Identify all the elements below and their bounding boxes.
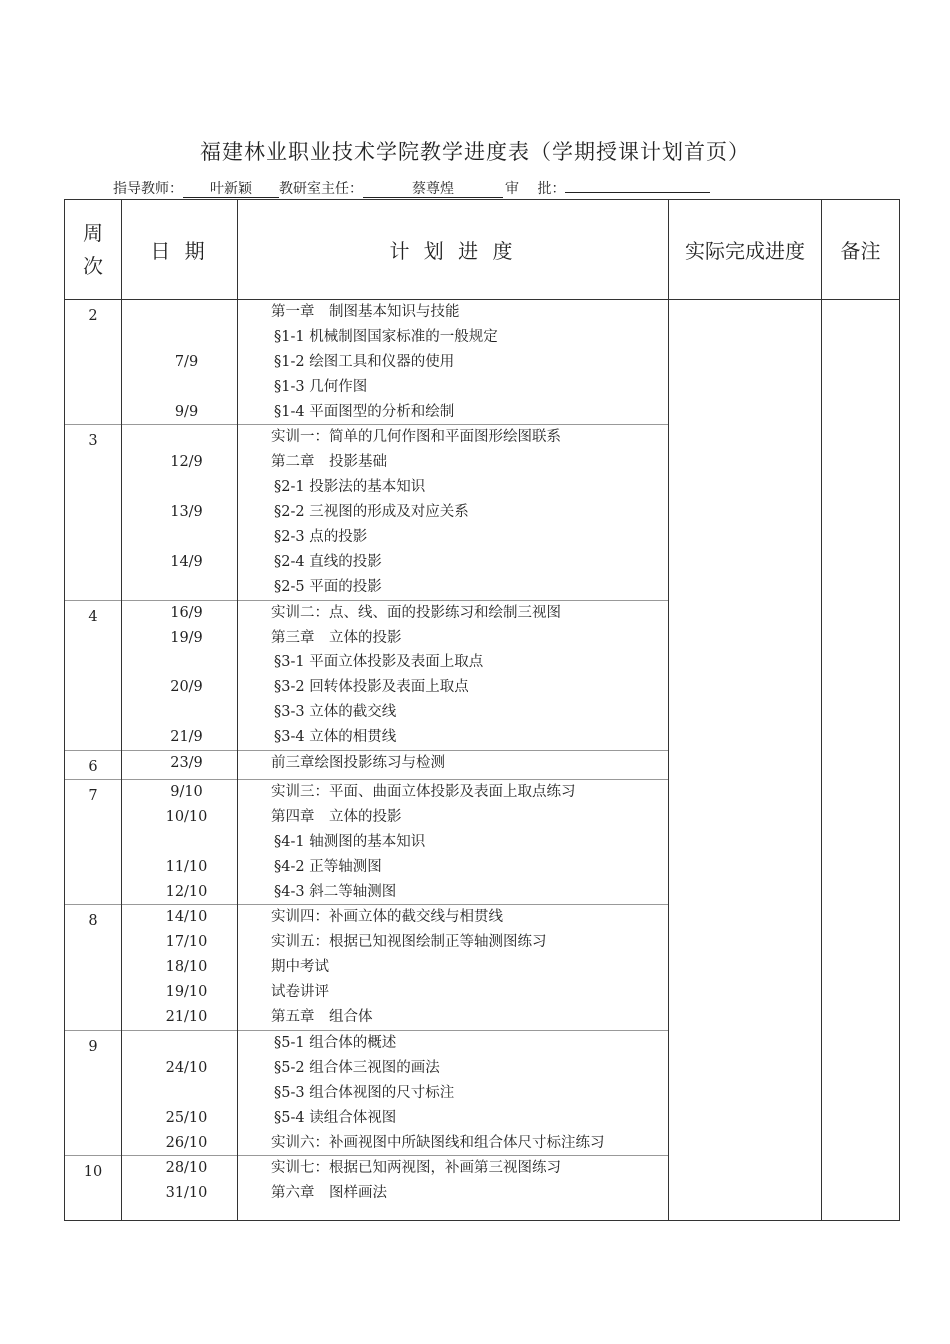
date-entry: 21/9: [170, 729, 203, 746]
plan-entry: 第二章 投影基础: [271, 454, 387, 471]
date-entry: [122, 1031, 237, 1056]
plan-entry: §2-2 三视图的形成及对应关系: [274, 504, 469, 521]
plan-cell: [238, 1030, 669, 1155]
plan-entry: 实训六：补画视图中所缺图线和组合体尺寸标注练习: [271, 1134, 605, 1151]
plan-entry: §2-5 平面的投影: [274, 578, 382, 595]
date-cell: [122, 300, 238, 425]
date-entry: [122, 375, 237, 400]
plan-entry: 实训二：点、线、面的投影练习和绘制三视图: [271, 604, 561, 621]
date-entry: [122, 475, 237, 500]
plan-entry: §1-1 机械制图国家标准的一般规定: [274, 328, 498, 345]
week-number-cell: [65, 425, 122, 600]
header-actual: 实际完成进度: [669, 200, 822, 300]
week-number: 2: [88, 308, 98, 324]
remark-cell: [822, 300, 900, 1221]
page-title: 福建林业职业技术学院教学进度表（学期授课计划首页）: [200, 140, 750, 164]
header-remark: 备注: [822, 200, 900, 300]
week-number-cell: [65, 300, 122, 425]
plan-entry: §5-1 组合体的概述: [274, 1034, 397, 1051]
schedule-table: [64, 199, 900, 1221]
header-row: [65, 200, 900, 300]
date-cell: [122, 905, 238, 1030]
plan-entry: 期中考试: [271, 959, 329, 976]
date-entry: 14/9: [170, 553, 203, 570]
plan-entry: 实训七：根据已知两视图，补画第三视图练习: [271, 1160, 561, 1177]
review-label: 审 批：: [505, 181, 566, 197]
week-number: 7: [88, 788, 98, 805]
week-number-cell: [65, 1156, 122, 1221]
plan-cell: [238, 425, 669, 600]
date-entry: 24/10: [165, 1059, 208, 1076]
week-number: 4: [88, 608, 98, 625]
date-entry: 9/9: [174, 403, 199, 420]
date-entry: 20/9: [170, 679, 203, 696]
plan-entry: §1-3 几何作图: [274, 378, 368, 395]
plan-entry: 第一章 制图基本知识与技能: [271, 304, 460, 320]
date-entry: 26/10: [165, 1134, 208, 1151]
plan-entry: 实训四：补画立体的截交线与相贯线: [271, 909, 503, 926]
week-number-cell: [65, 1030, 122, 1155]
plan-entry: 实训一：简单的几何作图和平面图形绘图联系: [271, 429, 561, 446]
date-cell: [122, 1030, 238, 1155]
week-number-cell: [65, 751, 122, 780]
date-entry: 31/10: [165, 1185, 208, 1202]
plan-entry: 第三章 立体的投影: [271, 629, 402, 646]
date-entry: [122, 700, 237, 725]
plan-entry: §2-3 点的投影: [274, 529, 368, 546]
date-entry: 25/10: [165, 1109, 208, 1126]
plan-entry: §4-3 斜二等轴测图: [274, 883, 397, 900]
date-entry: [122, 325, 237, 350]
plan-entry: 第四章 立体的投影: [271, 808, 402, 825]
week-number: 6: [88, 759, 98, 776]
date-entry: 10/10: [165, 808, 208, 825]
date-entry: 19/9: [170, 629, 203, 646]
plan-entry: 前三章绘图投影练习与检测: [271, 755, 445, 772]
date-entry: 13/9: [170, 504, 203, 521]
date-entry: [122, 525, 237, 550]
week-number: 10: [83, 1164, 103, 1181]
plan-entry: §2-1 投影法的基本知识: [274, 479, 426, 496]
date-entry: 16/9: [170, 604, 203, 621]
date-entry: [122, 1081, 237, 1106]
date-entry: 14/10: [165, 909, 208, 926]
plan-entry: §3-1 平面立体投影及表面上取点: [274, 654, 484, 671]
plan-entry: §3-2 回转体投影及表面上取点: [274, 679, 469, 696]
date-cell: [122, 425, 238, 600]
date-entry: 23/9: [170, 755, 203, 772]
plan-cell: [238, 300, 669, 425]
plan-entry: 第六章 图样画法: [271, 1185, 387, 1202]
actual-progress-cell: [669, 300, 822, 1221]
date-entry: [122, 830, 237, 855]
plan-cell: [238, 751, 669, 780]
plan-entry: 实训五：根据已知视图绘制正等轴测图练习: [271, 934, 547, 951]
date-entry: 11/10: [165, 858, 208, 875]
header-week: 周 次: [65, 200, 122, 300]
week-number-cell: [65, 780, 122, 905]
date-entry: [122, 300, 237, 325]
plan-entry: §2-4 直线的投影: [274, 553, 382, 570]
header-date: 日 期: [122, 200, 238, 300]
plan-entry: §4-1 轴测图的基本知识: [274, 833, 426, 850]
cell-padding: [238, 1206, 668, 1220]
week-number-cell: [65, 600, 122, 750]
date-entry: 21/10: [165, 1009, 208, 1026]
date-entry: [122, 650, 237, 675]
date-entry: 18/10: [165, 959, 208, 976]
teacher-label: 指导教师：: [113, 181, 183, 197]
plan-entry: 实训三：平面、曲面立体投影及表面上取点练习: [271, 784, 576, 801]
date-entry: 19/10: [165, 984, 208, 1001]
plan-entry: §3-4 立体的相贯线: [274, 729, 397, 746]
week-number: 3: [88, 433, 98, 450]
plan-entry: §1-2 绘图工具和仪器的使用: [274, 353, 455, 370]
week-row: [65, 300, 900, 425]
date-cell: [122, 751, 238, 780]
plan-entry: 试卷讲评: [271, 984, 329, 1001]
cell-padding: [122, 1206, 237, 1220]
plan-entry: §4-2 正等轴测图: [274, 858, 382, 875]
signature-line: [113, 178, 710, 198]
date-entry: 12/10: [165, 883, 208, 900]
date-entry: 12/9: [170, 454, 203, 471]
plan-cell: [238, 905, 669, 1030]
teacher-name: 叶新颖: [183, 181, 279, 198]
week-number-cell: [65, 905, 122, 1030]
plan-entry: §3-3 立体的截交线: [274, 704, 397, 721]
date-entry: 28/10: [165, 1160, 208, 1177]
plan-cell: [238, 1156, 669, 1221]
plan-entry: §5-3 组合体视图的尺寸标注: [274, 1084, 455, 1101]
week-number: 9: [88, 1038, 98, 1055]
plan-cell: [238, 600, 669, 750]
date-entry: 9/10: [170, 784, 203, 801]
date-entry: 17/10: [165, 934, 208, 951]
director-name: 蔡尊煌: [363, 181, 503, 198]
date-cell: [122, 780, 238, 905]
plan-cell: [238, 780, 669, 905]
date-cell: [122, 600, 238, 750]
plan-entry: §5-4 读组合体视图: [274, 1109, 397, 1126]
plan-entry: 第五章 组合体: [271, 1009, 373, 1026]
date-entry: [122, 425, 237, 450]
director-label: 教研室主任：: [279, 181, 363, 197]
date-entry: 7/9: [174, 353, 199, 370]
plan-entry: §1-4 平面图型的分析和绘制: [274, 403, 455, 420]
plan-entry: §5-2 组合体三视图的画法: [274, 1059, 440, 1076]
week-number: 8: [88, 913, 98, 930]
review-name: [565, 192, 710, 193]
date-cell: [122, 1156, 238, 1221]
date-entry: [122, 575, 237, 600]
header-plan: 计 划 进 度: [238, 200, 669, 300]
